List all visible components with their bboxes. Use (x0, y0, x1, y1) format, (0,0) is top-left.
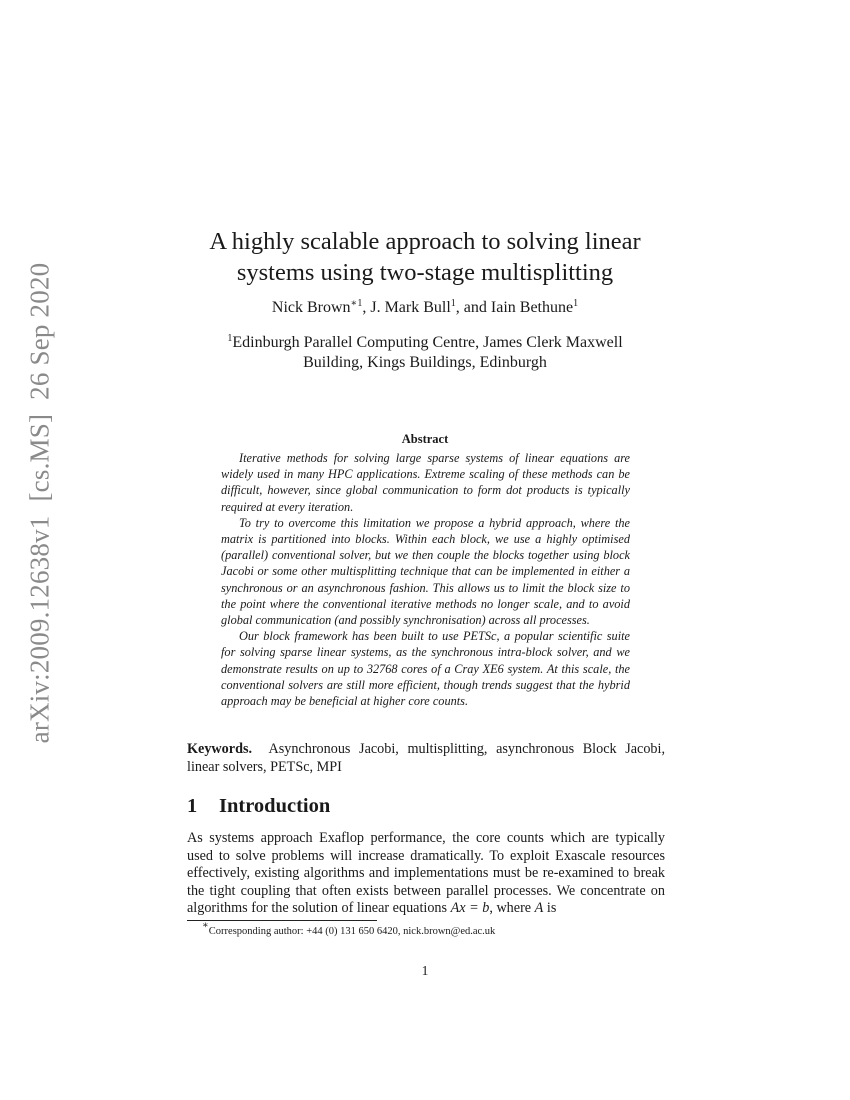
abstract-body (221, 450, 630, 709)
author-separator: , and (455, 299, 491, 316)
arxiv-id: arXiv:2009.12638v1 (24, 515, 55, 744)
affiliation-line-2: Building, Kings Buildings, Edinburgh (303, 354, 547, 371)
abstract-paragraph: Our block framework has been built to use PETSc, a popular scientific suite for solving sparse linear systems, as the synchronous intra-block solver, and we demonstrate results on up to 32768 cores of a Cray XE6 system. At this scale, the conventional solvers are still more efficient, though trends suggest that the hybrid approach may be beneficial at higher core counts. (221, 629, 630, 709)
arxiv-stamp (25, 263, 56, 744)
section-number: 1 (187, 795, 198, 817)
paper-title (150, 226, 700, 288)
introduction-body (187, 830, 665, 918)
footnote-mark: ∗ (202, 920, 209, 931)
math-equation: Ax = b (450, 900, 490, 917)
keywords-text: Asynchronous Jacobi, multisplitting, asynchronous Block Jacobi, linear solvers, PETSc, MPI (187, 741, 666, 775)
author-list (150, 298, 700, 318)
math-variable: A (534, 900, 544, 917)
page-number: 1 (421, 963, 429, 978)
author-name: Iain Bethune (490, 299, 574, 316)
keywords-label: Keywords. (187, 741, 253, 757)
author-name: J. Mark Bull (370, 299, 451, 316)
section-heading (187, 795, 330, 818)
intro-text: is (543, 900, 557, 917)
footnote-text: Corresponding author: +44 (0) 131 650 6420, nick.brown@ed.ac.uk (208, 926, 496, 937)
intro-text: As systems approach Exaflop performance, the core counts which are typically used to solve problems will increase dramatically. To exploit Exascale resources effectively, existing algorithms and implementations must be re-examined to break the tight coupling that often exists between parallel processes. We concentrate on algorithms for the solution of linear equations (187, 830, 665, 917)
author-mark: 1 (573, 298, 579, 309)
affiliation-line-1: Edinburgh Parallel Computing Centre, James Clerk Maxwell (232, 334, 623, 351)
footnote (202, 920, 496, 938)
section-title: Introduction (219, 795, 331, 817)
affiliation-mark: 1 (227, 333, 233, 344)
author-mark: ∗1 (350, 298, 363, 309)
intro-text: , where (489, 900, 535, 917)
author-separator: , (362, 299, 371, 316)
author-name: Nick Brown (271, 299, 351, 316)
author-mark: 1 (450, 298, 456, 309)
arxiv-date: 26 Sep 2020 (24, 262, 55, 400)
abstract-paragraph: To try to overcome this limitation we propose a hybrid approach, where the matrix is partitioned into blocks. Within each block, we use a highly optimised (parallel) conventional solver, but we then couple the blocks together using block Jacobi or some other multisplitting technique that can be implemented in either a synchronous or an asynchronous fashion. This allows us to limit the block size to the point where the conventional iterative methods no longer scale, and to avoid global communication (and possibly synchronisation) across all processes. (221, 515, 630, 628)
intro-paragraph (187, 830, 665, 918)
arxiv-category: [cs.MS] (24, 413, 55, 502)
abstract-heading: Abstract (401, 432, 449, 446)
keywords (187, 740, 665, 776)
title-line-2: systems using two-stage multisplitting (236, 259, 614, 286)
footnote-rule (187, 920, 377, 921)
title-line-1: A highly scalable approach to solving linear (209, 228, 641, 255)
abstract-paragraph: Iterative methods for solving large sparse systems of linear equations are widely used in many HPC applications. Extreme scaling of these methods can be difficult, however, since global communication to form dot products is typically required at every iteration. (221, 451, 630, 514)
affiliation (150, 333, 700, 373)
